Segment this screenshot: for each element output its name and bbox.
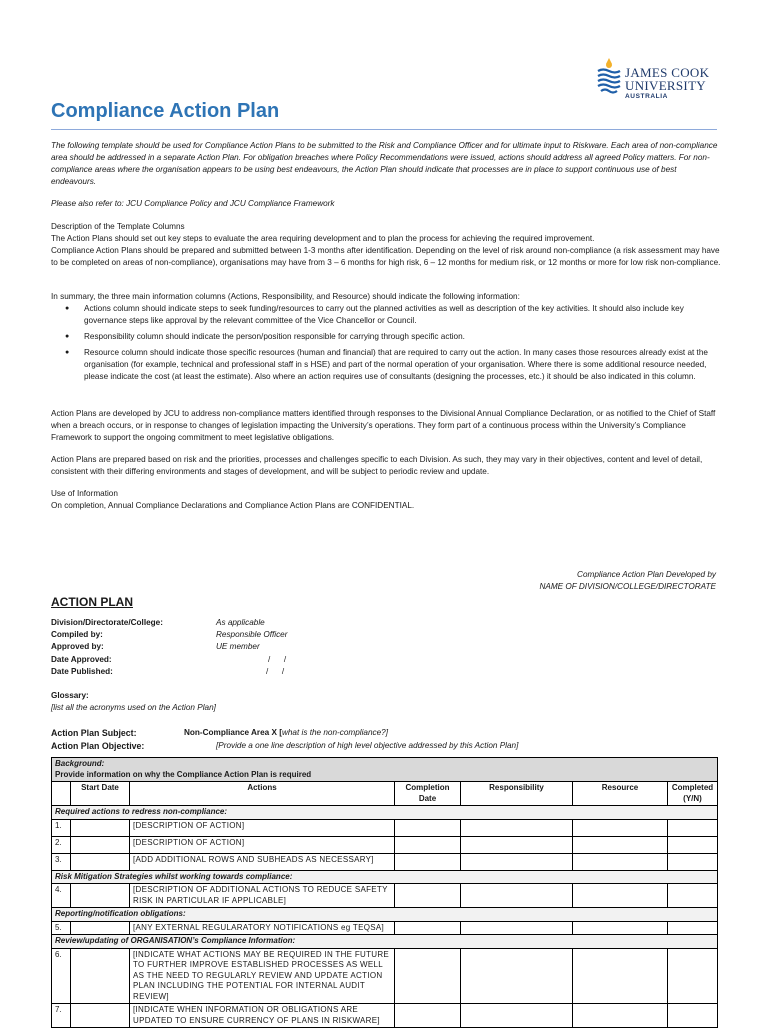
- logo-line-1: JAMES COOK: [625, 65, 710, 80]
- glossary-text: [list all the acronyms used on the Action Plan]: [51, 703, 216, 712]
- resource-cell[interactable]: [573, 921, 668, 935]
- objective-label: Action Plan Objective:: [51, 741, 145, 751]
- table-row: [52, 836, 718, 853]
- action-cell: [DESCRIPTION OF ADDITIONAL ACTIONS TO REDUCE SAFETY RISK IN PARTICULAR IF APPLICABLE]: [130, 884, 395, 908]
- action-plan-heading: ACTION PLAN: [51, 595, 133, 609]
- list-item: ● Responsibility column should indicate the person/position responsible for carrying through specific action.: [51, 331, 721, 343]
- resource-cell[interactable]: [573, 948, 668, 1004]
- start-date-cell[interactable]: [71, 948, 130, 1004]
- columns-bullet-list: [51, 303, 721, 387]
- header-start-date: Start Date: [71, 782, 130, 806]
- field-value-compiled: Responsible Officer: [216, 630, 288, 639]
- subject-value-a: Non-Compliance Area X [: [184, 728, 282, 737]
- resource-cell[interactable]: [573, 819, 668, 836]
- action-cell: [INDICATE WHEN INFORMATION OR OBLIGATIONS ARE UPDATED TO ENSURE CURRENCY OF PLANS IN RISKWARE]: [130, 1004, 395, 1028]
- background-text: Provide information on why the Compliance Action Plan is required: [55, 769, 312, 779]
- completed-cell[interactable]: [668, 819, 718, 836]
- background-label: Background:: [55, 759, 105, 768]
- subject-value: [184, 727, 388, 739]
- page-title: Compliance Action Plan: [51, 100, 280, 122]
- action-cell: [ANY EXTERNAL REGULARATORY NOTIFICATIONS eg TEQSA]: [130, 921, 395, 935]
- completed-cell[interactable]: [668, 948, 718, 1004]
- completion-date-cell[interactable]: [395, 853, 461, 870]
- action-cell: [DESCRIPTION OF ACTION]: [130, 819, 395, 836]
- start-date-cell[interactable]: [71, 836, 130, 853]
- field-value-date-approved: / /: [268, 655, 287, 664]
- completion-date-cell[interactable]: [395, 819, 461, 836]
- developed-by-line-2: NAME OF DIVISION/COLLEGE/DIRECTORATE: [539, 582, 716, 591]
- completion-date-cell[interactable]: [395, 836, 461, 853]
- row-number: 6.: [52, 948, 71, 1004]
- intro-paragraph: The following template should be used for Compliance Action Plans to be submitted to the Risk and Compliance Officer and for ultimate input to Riskware. Each area of non-compliance area should be addressed in a separate Action Plan. For obligation breaches where Policy Recommendations were issued, actions should address all agreed Policy matters. For non-compliance areas where the organisation appears to be using best endeavours, the Action Plan should indicate that processes are in place to support continuous use of best endeavours.: [51, 141, 718, 186]
- section-row: [52, 870, 718, 884]
- header-num: [52, 782, 71, 806]
- table-row: [52, 758, 718, 782]
- responsibility-cell[interactable]: [461, 836, 573, 853]
- title-divider: [51, 129, 717, 130]
- background-cell: [52, 758, 718, 782]
- section-risk-mitigation: Risk Mitigation Strategies whilst working towards compliance:: [52, 870, 718, 884]
- table-row: [52, 853, 718, 870]
- field-label-approved: Approved by:: [51, 642, 104, 651]
- start-date-cell[interactable]: [71, 819, 130, 836]
- row-number: 7.: [52, 1004, 71, 1028]
- section-row: [52, 908, 718, 922]
- completion-date-cell[interactable]: [395, 921, 461, 935]
- use-text: On completion, Annual Compliance Declarations and Compliance Action Plans are CONFIDENTIAL.: [51, 501, 415, 510]
- description-heading: Description of the Template Columns: [51, 222, 185, 231]
- row-number: 4.: [52, 884, 71, 908]
- action-cell: [DESCRIPTION OF ACTION]: [130, 836, 395, 853]
- summary-text: In summary, the three main information columns (Actions, Responsibility, and Resource) should indicate the following information:: [51, 292, 520, 301]
- header-resource: Resource: [573, 782, 668, 806]
- resource-cell[interactable]: [573, 836, 668, 853]
- use-of-information: [51, 488, 721, 512]
- completed-cell[interactable]: [668, 853, 718, 870]
- responsibility-cell[interactable]: [461, 853, 573, 870]
- developed-paragraph: Action Plans are developed by JCU to address non-compliance matters identified through responses to the Divisional Annual Compliance Declaration, or as notified to the Chief of Staff when a breach occurs, or in response to changes of legislation impacting the University’s operations. They form part of a continuous process within the University’s Compliance Framework to support the ongoing commitment to meet legislative obligations.: [51, 409, 716, 442]
- completed-cell[interactable]: [668, 836, 718, 853]
- refer-note: Please also refer to: JCU Compliance Policy and JCU Compliance Framework: [51, 199, 335, 208]
- completion-date-cell[interactable]: [395, 948, 461, 1004]
- completion-date-cell[interactable]: [395, 884, 461, 908]
- glossary-label: Glossary:: [51, 691, 89, 700]
- table-row: [52, 921, 718, 935]
- use-heading: Use of Information: [51, 489, 118, 498]
- start-date-cell[interactable]: [71, 884, 130, 908]
- section-review-updating: Review/updating of ORGANISATION’s Compliance Information:: [52, 935, 718, 949]
- description-paragraph-2: Compliance Action Plans should be prepared and submitted between 1-3 months after identification. Depending on the level of risk around non-compliance (a risk assessment may have to be completed on areas of non-compliance), organisations may have from 3 – 6 months for high risk, 6 – 12 months for medium risk, or 12 months or more for low risk non-compliance.: [51, 246, 721, 267]
- row-number: 1.: [52, 819, 71, 836]
- responsibility-cell[interactable]: [461, 884, 573, 908]
- logo-line-2: UNIVERSITY: [625, 78, 706, 93]
- subject-value-b: what is the non-compliance?]: [281, 728, 389, 737]
- jcu-logo: [596, 54, 716, 104]
- objective-value: [Provide a one line description of high level objective addressed by this Action Plan]: [216, 741, 519, 750]
- action-cell: [INDICATE WHAT ACTIONS MAY BE REQUIRED IN THE FUTURE TO FURTHER IMPROVE ESTABLISHED PROCESSES AS WELL AS THE NEED TO REGULARLY REVIEW AND UPDATE ACTION PLAN INCLUDING THE POTENTIAL FOR INTERNAL AUDIT REVIEW]: [130, 948, 395, 1004]
- table-header-row: [52, 782, 718, 806]
- section-reporting: Reporting/notification obligations:: [52, 908, 718, 922]
- responsibility-cell[interactable]: [461, 948, 573, 1004]
- row-number: 5.: [52, 921, 71, 935]
- developed-by-line-1: Compliance Action Plan Developed by: [577, 570, 716, 579]
- header-responsibility: Responsibility: [461, 782, 573, 806]
- header-completed: Completed (Y/N): [668, 782, 718, 806]
- field-value-date-published: / /: [266, 667, 285, 676]
- resource-cell[interactable]: [573, 853, 668, 870]
- header-completion-date: Completion Date: [395, 782, 461, 806]
- field-label-compiled: Compiled by:: [51, 630, 103, 639]
- field-label-date-approved: Date Approved:: [51, 655, 112, 664]
- section-row: [52, 806, 718, 820]
- list-item: ● Resource column should indicate those specific resources (human and financial) that are required to carry out the action. In many cases those resources already exist at the organisation (for example, technical and professional staff in s HSE) and part of the normal operation of your organisation. Where there is some additional resource needed, please indicate the cost (at least the estimate). Also where an action requires use of consultants (designing the processes, etc.) it should be also indicated in this column.: [51, 347, 721, 383]
- row-number: 2.: [52, 836, 71, 853]
- logo-line-3: AUSTRALIA: [625, 93, 668, 100]
- description-paragraph-1: The Action Plans should set out key steps to evaluate the area requiring development and to plan the process for achieving the required improvement.: [51, 234, 595, 243]
- field-label-division: Division/Directorate/College:: [51, 618, 163, 627]
- prepared-paragraph: Action Plans are prepared based on risk and the priorities, processes and challenges specific to each Division. As such, they may vary in their objectives, content and level of detail, consistent with their differing environments and stages of development, and will be subject to periodic review and update.: [51, 455, 703, 476]
- table-row: [52, 884, 718, 908]
- list-item: ● Actions column should indicate steps to seek funding/resources to carry out the planned activities as well as description of the key activities. It should also include key governance steps like approval by the relevant committee of the Vice Chancellor or Council.: [51, 303, 721, 327]
- field-value-division: As applicable: [216, 618, 265, 627]
- subject-label: Action Plan Subject:: [51, 728, 137, 738]
- header-actions: Actions: [130, 782, 395, 806]
- completed-cell[interactable]: [668, 921, 718, 935]
- resource-cell[interactable]: [573, 884, 668, 908]
- row-number: 3.: [52, 853, 71, 870]
- wave-emblem-icon: [596, 56, 622, 96]
- section-row: [52, 935, 718, 949]
- responsibility-cell[interactable]: [461, 921, 573, 935]
- field-value-approved: UE member: [216, 642, 260, 651]
- start-date-cell[interactable]: [71, 921, 130, 935]
- table-row: [52, 948, 718, 1004]
- action-cell: [ADD ADDITIONAL ROWS AND SUBHEADS AS NECESSARY]: [130, 853, 395, 870]
- section-required-actions: Required actions to redress non-compliance:: [52, 806, 718, 820]
- field-label-date-published: Date Published:: [51, 667, 113, 676]
- action-plan-table: [51, 757, 718, 1028]
- table-row: [52, 819, 718, 836]
- description-section: [51, 221, 721, 269]
- completed-cell[interactable]: [668, 884, 718, 908]
- responsibility-cell[interactable]: [461, 819, 573, 836]
- start-date-cell[interactable]: [71, 853, 130, 870]
